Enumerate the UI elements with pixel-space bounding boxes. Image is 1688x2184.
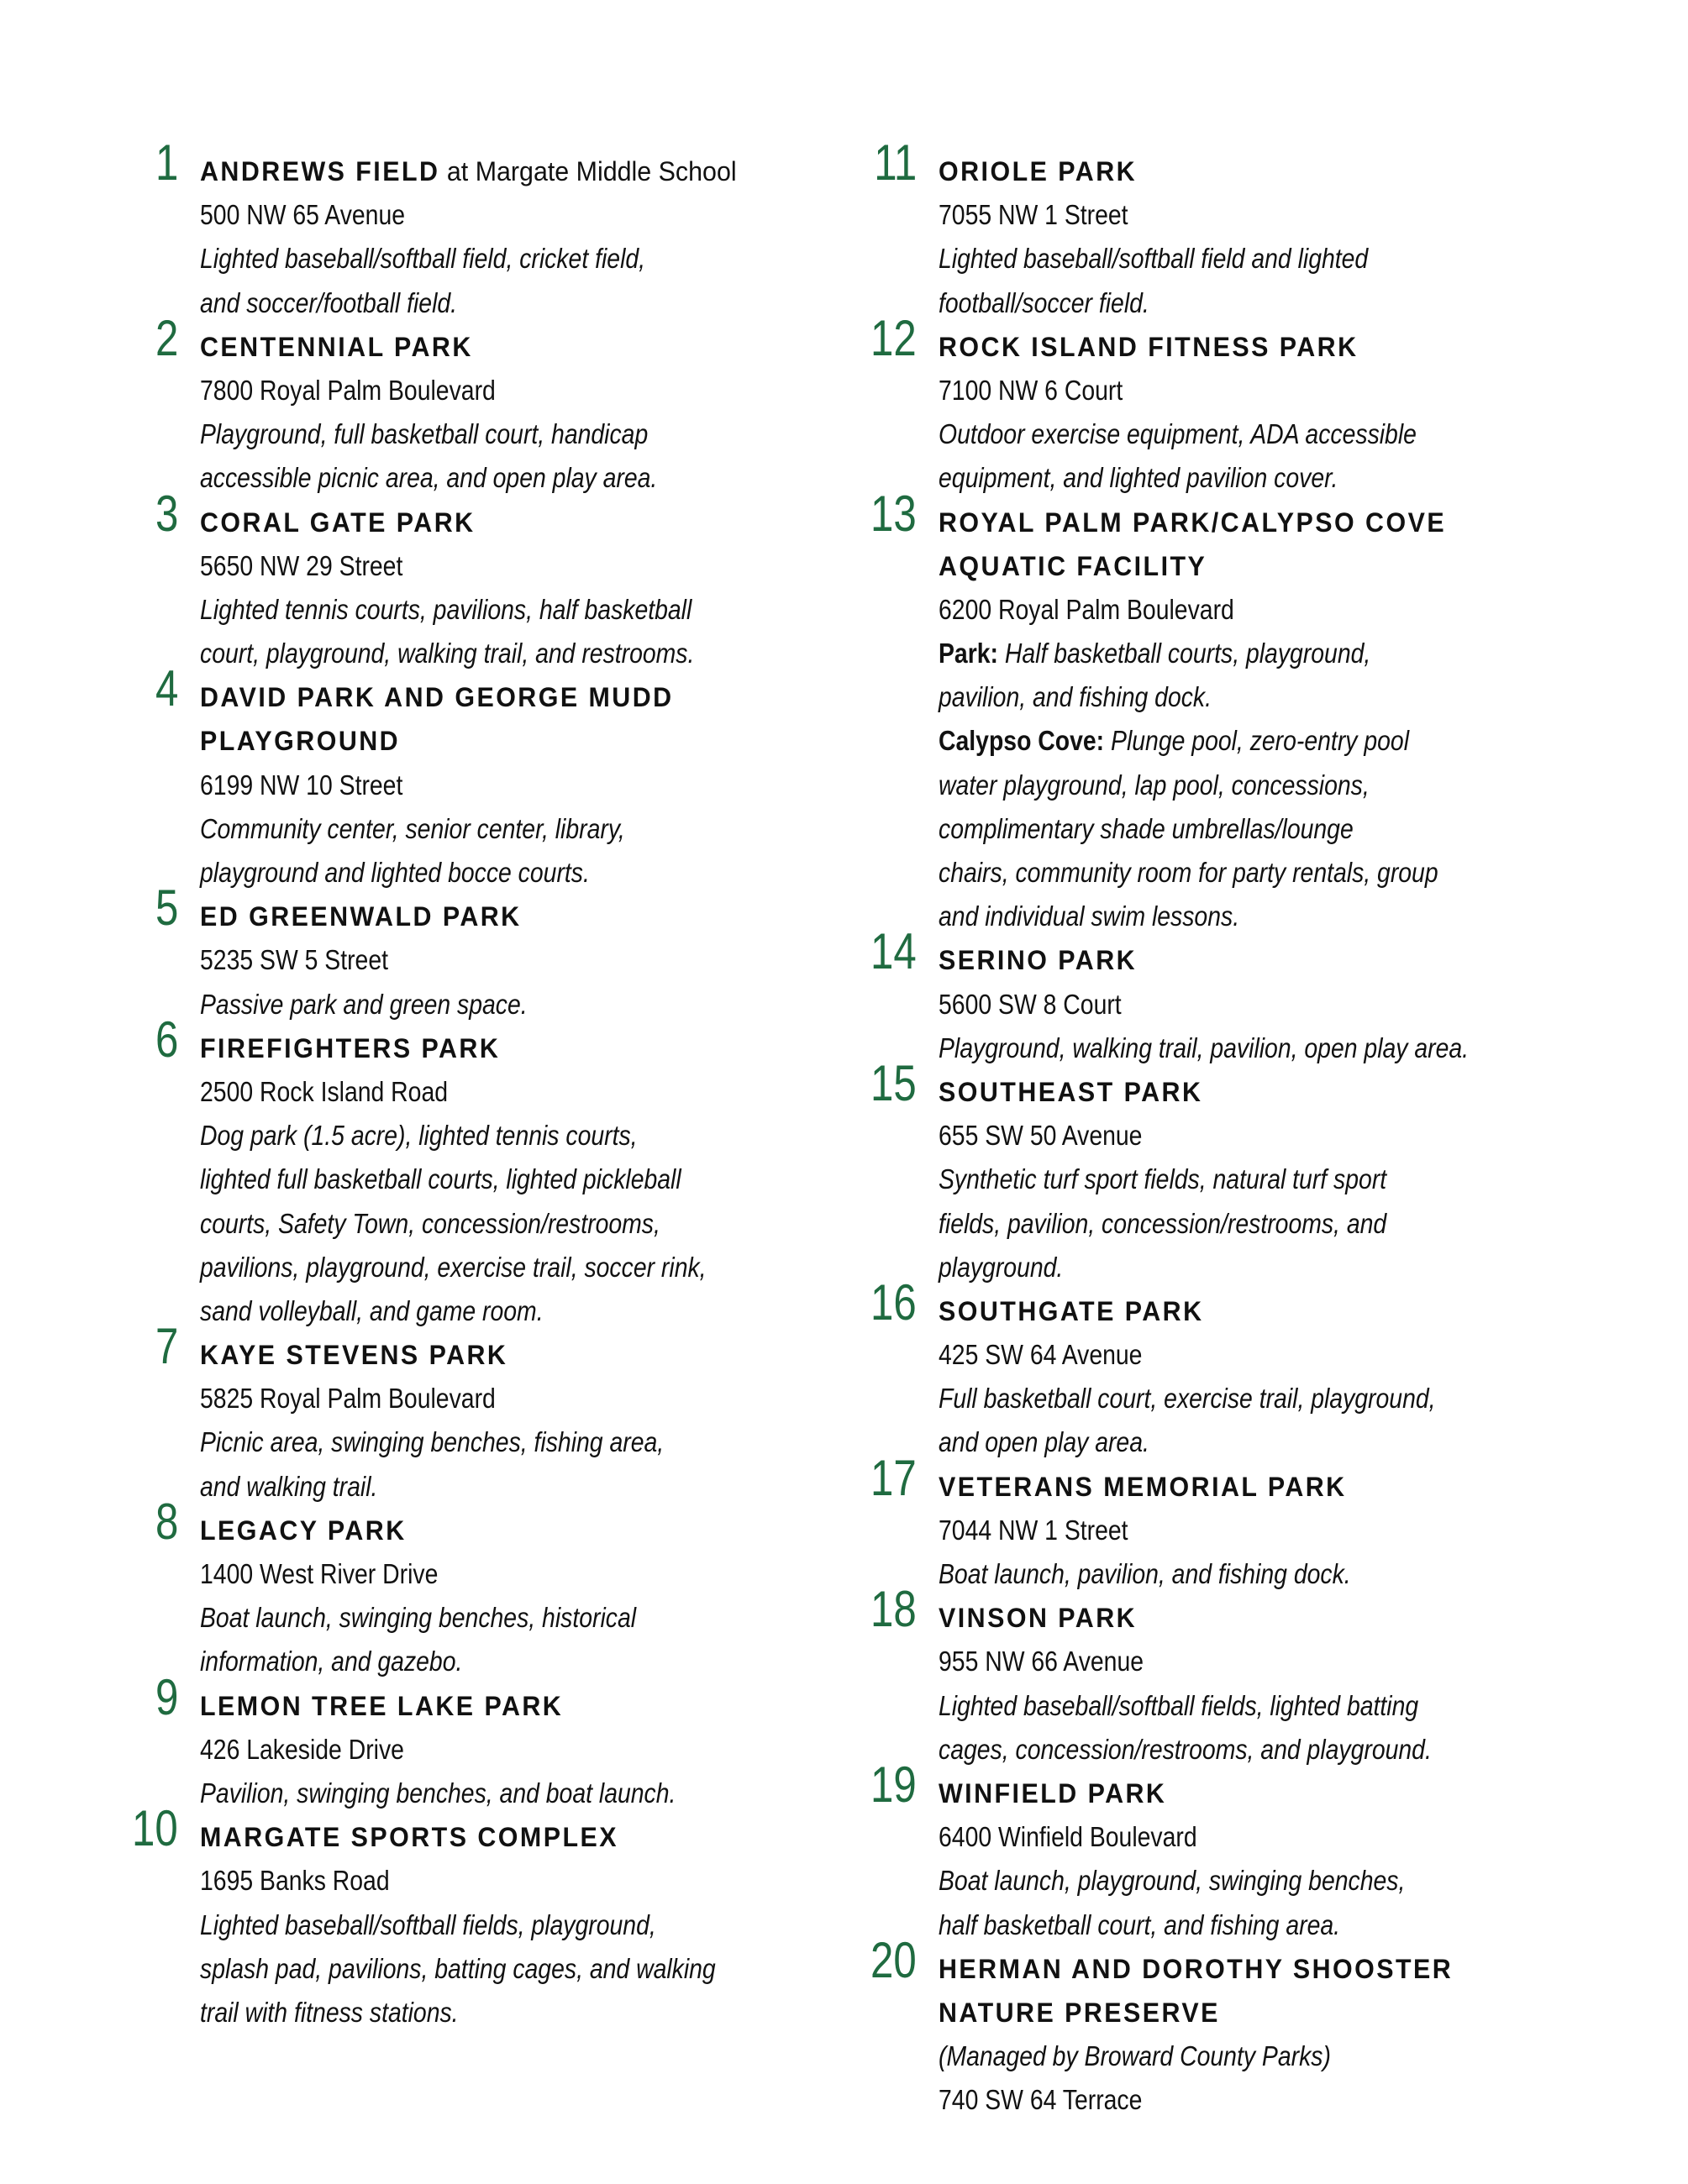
- park-entry: [155, 879, 839, 1026]
- park-amenities: and soccer/football field.: [200, 286, 458, 318]
- park-amenities-calypso: and individual swim lessons.: [939, 900, 1240, 932]
- section-label: Park:: [939, 638, 999, 669]
- park-address: 7100 NW 6 Court: [939, 374, 1123, 406]
- park-entry: [870, 1449, 1611, 1597]
- park-amenities: Lighted tennis courts, pavilions, half basketball: [200, 593, 692, 625]
- park-number: 4: [155, 660, 178, 717]
- park-title: MARGATE SPORTS COMPLEX: [200, 1822, 618, 1853]
- park-entry: [870, 1931, 1611, 2123]
- park-address: 1695 Banks Road: [200, 1865, 390, 1897]
- park-entry: [155, 485, 839, 676]
- park-amenities: Lighted baseball/softball field and lighted: [939, 243, 1369, 275]
- park-amenities: Synthetic turf sport fields, natural turf sport: [939, 1163, 1387, 1195]
- park-title: ANDREWS FIELD at Margate Middle School: [200, 156, 737, 186]
- park-title: ROYAL PALM PARK/CALYPSO COVE: [939, 507, 1447, 538]
- park-management-note: (Managed by Broward County Parks): [939, 2040, 1331, 2072]
- park-title: VINSON PARK: [939, 1603, 1138, 1634]
- park-number: 9: [155, 1668, 178, 1725]
- park-title: ORIOLE PARK: [939, 156, 1138, 186]
- park-title: LEGACY PARK: [200, 1515, 407, 1546]
- park-amenities-calypso: water playground, lap pool, concessions,: [939, 769, 1370, 801]
- park-amenities: Community center, senior center, library,: [200, 812, 625, 844]
- park-entry: [155, 1668, 839, 1816]
- park-amenities-park: pavilion, and fishing dock.: [939, 681, 1212, 713]
- park-number: 3: [155, 485, 178, 542]
- park-amenities: Lighted baseball/softball fields, playground,: [200, 1908, 656, 1940]
- park-amenities: splash pad, pavilions, batting cages, and walking: [200, 1952, 716, 1984]
- park-amenities: playground.: [939, 1251, 1064, 1283]
- park-address: 955 NW 66 Avenue: [939, 1646, 1144, 1677]
- park-number: 12: [870, 309, 917, 366]
- park-entry: [132, 1800, 839, 2034]
- park-title: CORAL GATE PARK: [200, 507, 476, 538]
- park-number: 1: [155, 134, 178, 191]
- park-entry: [870, 923, 1611, 1070]
- park-address: 1400 West River Drive: [200, 1558, 439, 1589]
- park-entry: [155, 134, 839, 325]
- park-entry: [870, 1273, 1611, 1465]
- park-entry: [155, 1318, 839, 1509]
- park-address: 7055 NW 1 Street: [939, 199, 1128, 231]
- park-amenities: Boat launch, pavilion, and fishing dock.: [939, 1558, 1351, 1589]
- park-amenities: Boat launch, playground, swinging benches,: [939, 1865, 1406, 1897]
- park-title: PLAYGROUND: [200, 726, 401, 757]
- park-address: 655 SW 50 Avenue: [939, 1120, 1143, 1152]
- park-address: 7800 Royal Palm Boulevard: [200, 374, 496, 406]
- park-number: 19: [870, 1756, 917, 1813]
- park-amenities: Playground, walking trail, pavilion, open play area.: [939, 1032, 1470, 1063]
- park-amenities: Full basketball court, exercise trail, playground,: [939, 1383, 1436, 1415]
- park-number: 8: [155, 1493, 178, 1550]
- park-amenities: Dog park (1.5 acre), lighted tennis courts,: [200, 1120, 638, 1152]
- park-number: 11: [873, 134, 917, 191]
- park-address: 500 NW 65 Avenue: [200, 199, 406, 231]
- park-address: 6400 Winfield Boulevard: [939, 1821, 1197, 1853]
- park-amenities: Outdoor exercise equipment, ADA accessible: [939, 418, 1417, 450]
- park-amenities: courts, Safety Town, concession/restrooms,: [200, 1207, 660, 1239]
- park-amenities: court, playground, walking trail, and restrooms.: [200, 638, 695, 669]
- park-title: HERMAN AND DOROTHY SHOOSTER: [939, 1953, 1454, 1984]
- park-amenities: information, and gazebo.: [200, 1646, 463, 1677]
- park-amenities: Pavilion, swinging benches, and boat launch.: [200, 1777, 676, 1809]
- park-entry: [155, 1011, 839, 1333]
- park-number: 5: [155, 879, 178, 937]
- park-entry: [870, 1581, 1611, 1772]
- park-title: KAYE STEVENS PARK: [200, 1340, 508, 1371]
- park-title: DAVID PARK AND GEORGE MUDD: [200, 682, 674, 713]
- park-title: CENTENNIAL PARK: [200, 331, 473, 362]
- park-list-right-column: [870, 134, 1611, 2122]
- park-number: 17: [870, 1449, 917, 1506]
- park-number: 14: [870, 923, 917, 980]
- park-number: 16: [870, 1273, 917, 1331]
- park-address: 5650 NW 29 Street: [200, 549, 403, 581]
- park-entry: [155, 309, 839, 501]
- park-amenities: Playground, full basketball court, handicap: [200, 418, 649, 450]
- park-title: SOUTHGATE PARK: [939, 1295, 1204, 1326]
- park-amenities-calypso: complimentary shade umbrellas/lounge: [939, 812, 1354, 844]
- park-title: SOUTHEAST PARK: [939, 1076, 1203, 1107]
- park-title: LEMON TREE LAKE PARK: [200, 1690, 564, 1721]
- park-address: 740 SW 64 Terrace: [939, 2084, 1143, 2116]
- park-entry: [870, 485, 1611, 939]
- park-amenities-calypso: Calypso Cove: Plunge pool, zero-entry pool: [939, 725, 1410, 757]
- park-address: 6200 Royal Palm Boulevard: [939, 593, 1234, 625]
- section-label: Calypso Cove:: [939, 725, 1105, 757]
- park-entry: [870, 309, 1611, 501]
- park-address: 6199 NW 10 Street: [200, 769, 403, 801]
- park-amenities: half basketball court, and fishing area.: [939, 1908, 1341, 1940]
- park-title: FIREFIGHTERS PARK: [200, 1032, 501, 1063]
- park-title: NATURE PRESERVE: [939, 1997, 1220, 2028]
- park-number: 15: [870, 1054, 917, 1111]
- park-number: 2: [155, 309, 178, 366]
- park-address: 2500 Rock Island Road: [200, 1075, 449, 1107]
- park-number: 6: [155, 1011, 178, 1068]
- park-address: 5825 Royal Palm Boulevard: [200, 1383, 496, 1415]
- park-number: 13: [870, 485, 917, 542]
- park-amenities-park: Park: Half basketball courts, playground,: [939, 638, 1371, 669]
- park-amenities: sand volleyball, and game room.: [200, 1294, 544, 1326]
- park-number: 20: [870, 1931, 917, 1988]
- park-amenities: Boat launch, swinging benches, historical: [200, 1602, 637, 1634]
- park-amenities: playground and lighted bocce courts.: [200, 857, 590, 888]
- park-address: 5600 SW 8 Court: [939, 988, 1122, 1020]
- park-list-left-column: [132, 134, 839, 2034]
- park-amenities: pavilions, playground, exercise trail, soccer rink,: [200, 1251, 707, 1283]
- park-number: 18: [870, 1581, 917, 1638]
- park-title-suffix: at Margate Middle School: [439, 156, 737, 186]
- park-address: 425 SW 64 Avenue: [939, 1339, 1143, 1371]
- park-number: 7: [155, 1318, 178, 1375]
- park-entry: [870, 1054, 1611, 1289]
- park-amenities: Lighted baseball/softball field, cricket field,: [200, 243, 646, 275]
- park-address: 7044 NW 1 Street: [939, 1514, 1128, 1546]
- park-title: AQUATIC FACILITY: [939, 550, 1207, 581]
- park-number: 10: [132, 1800, 178, 1857]
- park-entry: [870, 1756, 1611, 1947]
- park-title: ROCK ISLAND FITNESS PARK: [939, 331, 1359, 362]
- park-amenities: trail with fitness stations.: [200, 1996, 459, 2028]
- park-entry: [155, 660, 839, 895]
- park-amenities-calypso: chairs, community room for party rentals, group: [939, 857, 1438, 888]
- park-amenities: football/soccer field.: [939, 286, 1149, 318]
- park-entry: [155, 1493, 839, 1684]
- park-amenities: fields, pavilion, concession/restrooms, and: [939, 1207, 1387, 1239]
- park-title: VETERANS MEMORIAL PARK: [939, 1471, 1347, 1502]
- park-amenities: lighted full basketball courts, lighted pickleball: [200, 1163, 681, 1195]
- park-title: ED GREENWALD PARK: [200, 901, 522, 932]
- park-amenities: and open play area.: [939, 1426, 1149, 1458]
- park-amenities: Lighted baseball/softball fields, lighted batting: [939, 1689, 1419, 1721]
- park-entry: [873, 134, 1611, 325]
- park-amenities: accessible picnic area, and open play area.: [200, 462, 658, 494]
- park-address: 5235 SW 5 Street: [200, 944, 389, 976]
- park-amenities: equipment, and lighted pavilion cover.: [939, 462, 1338, 494]
- park-amenities: Passive park and green space.: [200, 988, 528, 1020]
- park-amenities: and walking trail.: [200, 1470, 378, 1502]
- park-address: 426 Lakeside Drive: [200, 1733, 404, 1765]
- park-title: WINFIELD PARK: [939, 1777, 1167, 1809]
- park-amenities: Picnic area, swinging benches, fishing area,: [200, 1426, 665, 1458]
- park-title: SERINO PARK: [939, 945, 1138, 976]
- park-amenities: cages, concession/restrooms, and playground.: [939, 1733, 1432, 1765]
